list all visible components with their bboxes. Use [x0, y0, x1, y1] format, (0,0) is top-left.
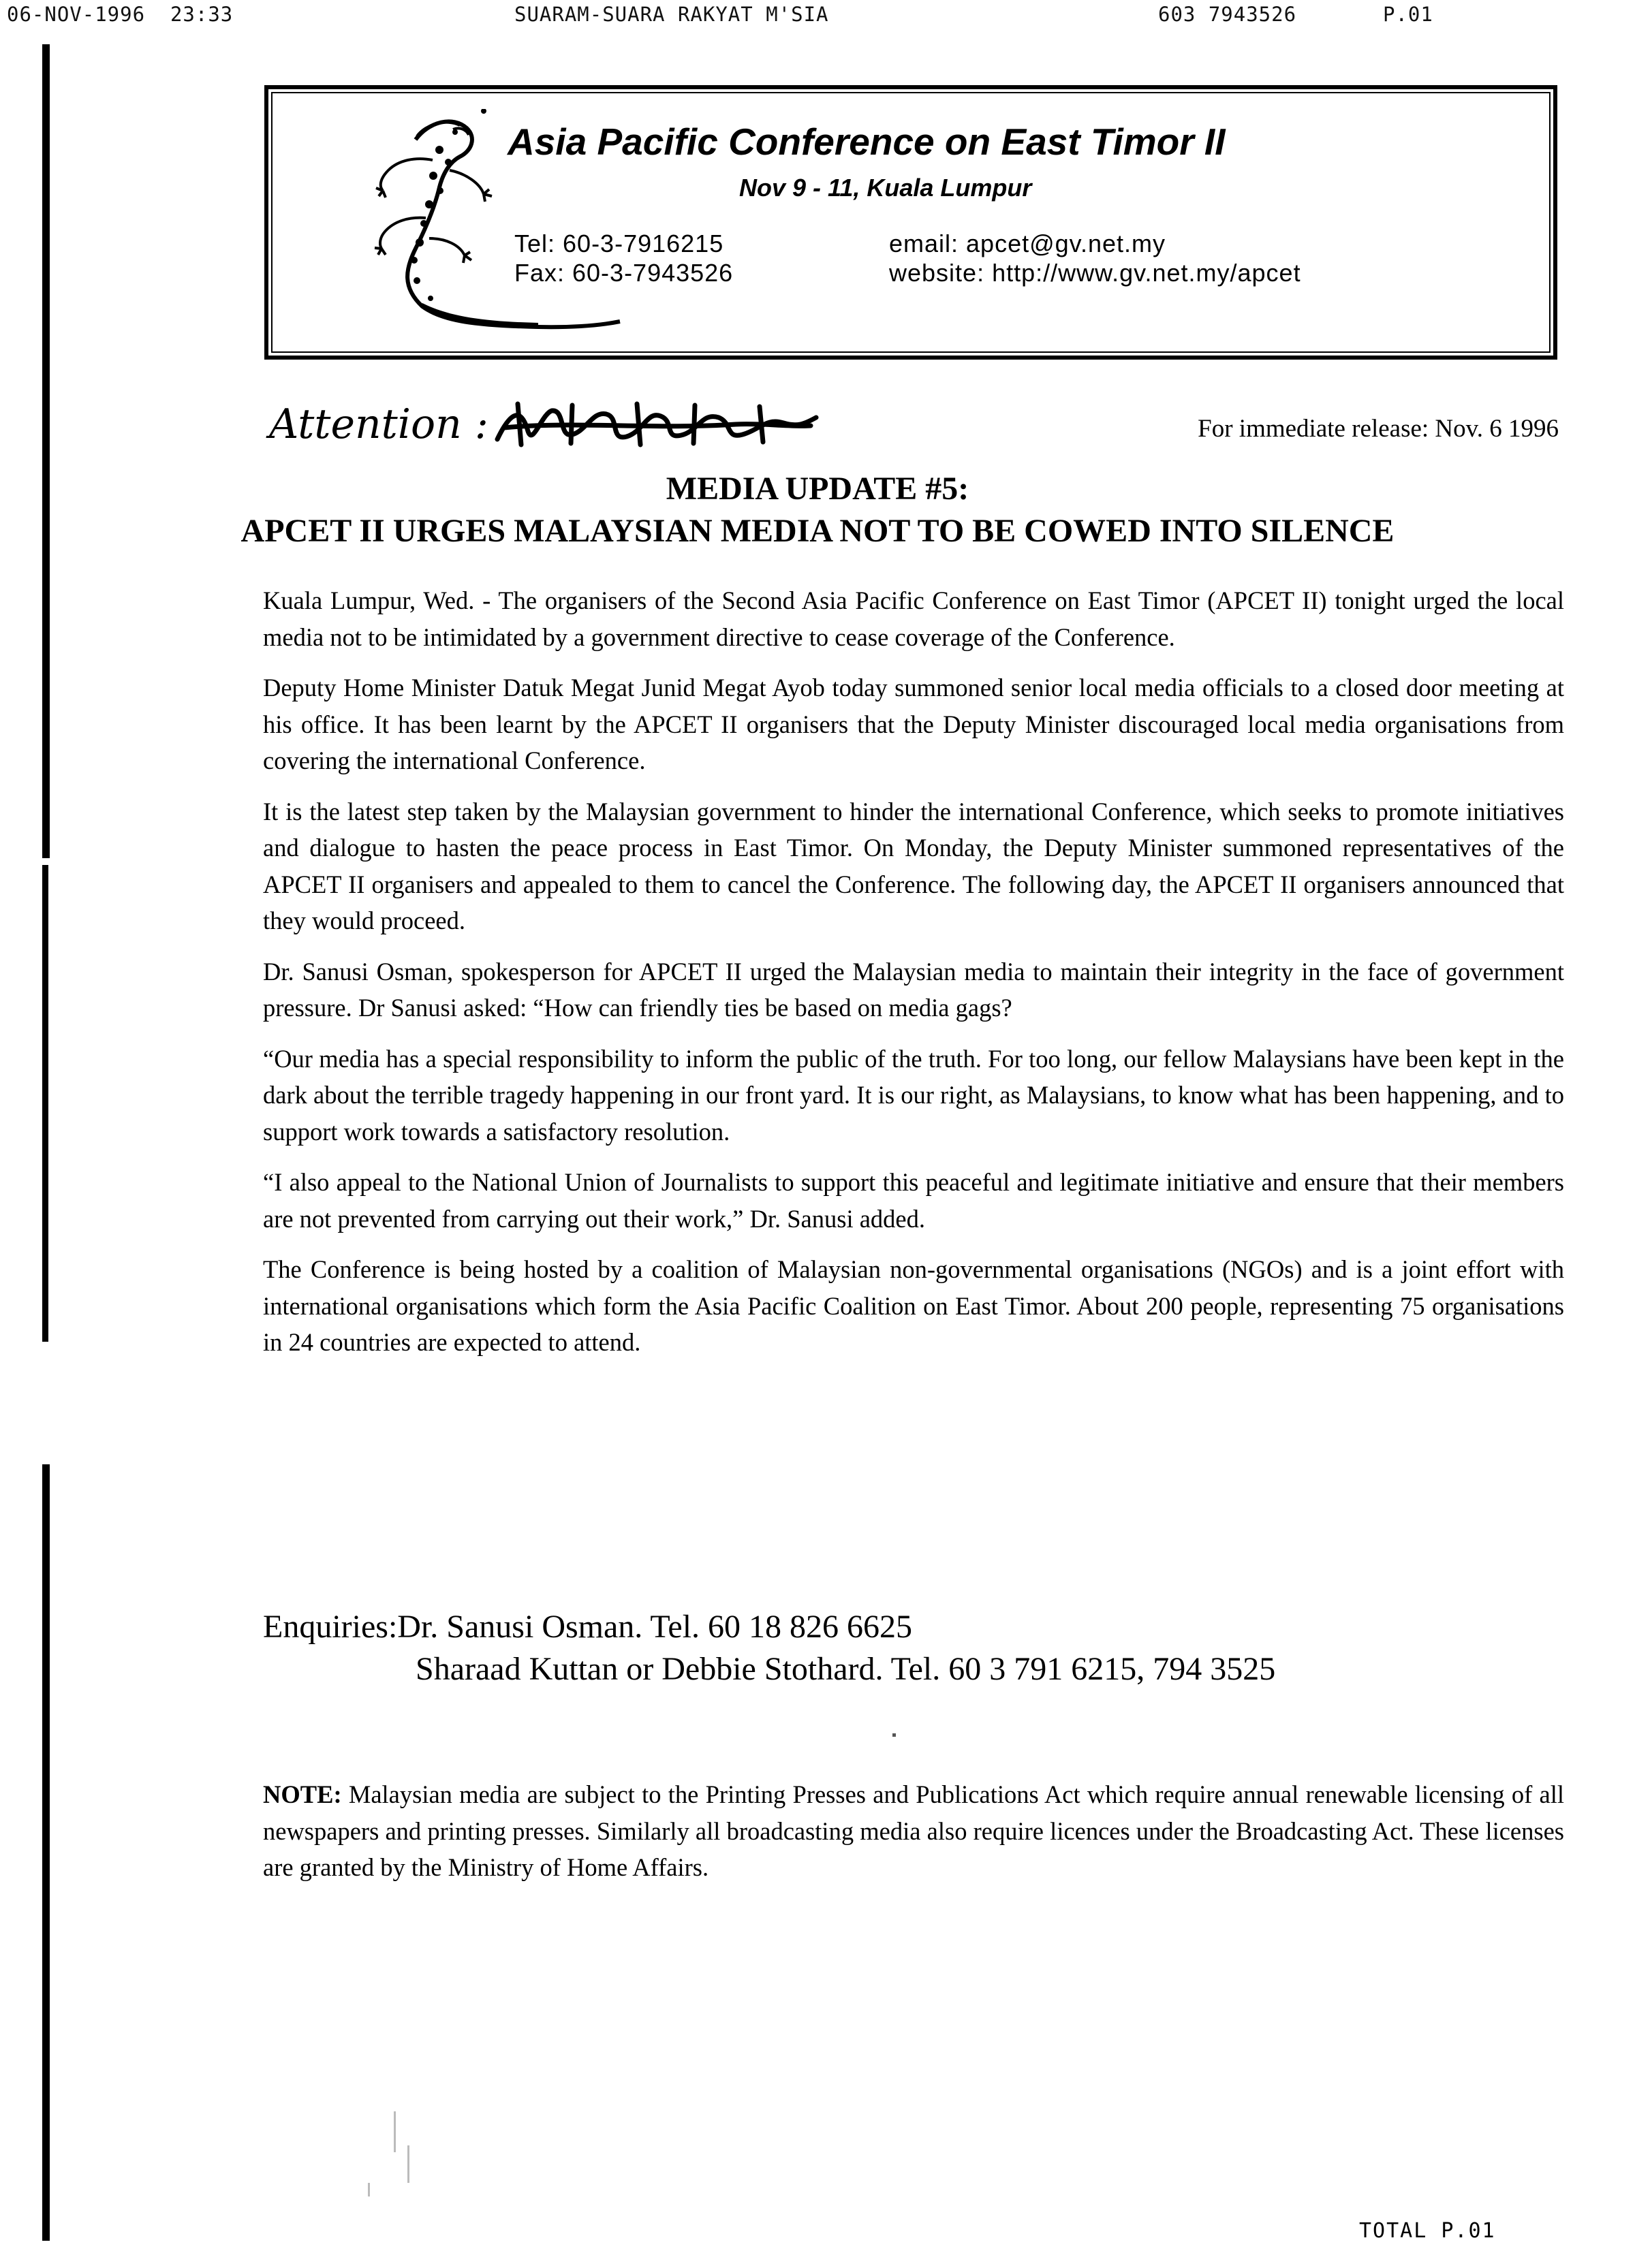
paragraph: “Our media has a special responsibility to inform the public of the truth. For too long, our fellow Malaysians have been kept in the dark about the terrible tragedy happening in our front yard. It is our right, as Malaysians, to know what has been happening, and to support work towards a satisfactory resolution. — [263, 1044, 1564, 1146]
scan-edge-mark — [42, 1464, 50, 2241]
scribbled-out-text — [490, 397, 821, 452]
fax-page-number: P.01 — [1383, 3, 1433, 26]
fax-phone: 603 7943526 — [1158, 3, 1297, 26]
scan-edge-mark — [42, 865, 48, 1342]
note-text: Malaysian media are subject to the Printing Presses and Publications Act which require annual renewable licensing of all newspapers and printing presses. Similarly all broadcasting media also require licences under the Broadcasting Act. These licenses are granted by the Ministry of Home Affairs. — [263, 1780, 1564, 1881]
contact-email: email: apcet@gv.net.my — [889, 230, 1166, 257]
paragraph: Kuala Lumpur, Wed. - The organisers of the Second Asia Pacific Conference on East Timor (APCET II) tonight urged the local media not to be intimidated by a government directive to cease coverage of the Conference. — [263, 586, 1564, 651]
contact-fax: Fax: 60-3-7943526 — [514, 259, 734, 287]
paragraph: Deputy Home Minister Datuk Megat Junid Megat Ayob today summoned senior local media officials to a closed door meeting at his office. It has been learnt by the APCET II organisers that the Deputy Minister discouraged local media organisations from covering the international Conference. — [263, 674, 1564, 774]
enquiries-block — [263, 1606, 1275, 1690]
paragraph: “I also appeal to the National Union of Journalists to support this peaceful and legitimate initiative and ensure that their members are not prevented from carrying out their work,” Dr. Sanusi added. — [263, 1168, 1564, 1233]
release-date: For immediate release: Nov. 6 1996 — [1198, 415, 1559, 443]
contact-website: website: http://www.gv.net.my/apcet — [889, 259, 1301, 287]
fax-total-pages: TOTAL P.01 — [1359, 2219, 1496, 2243]
handwritten-attention: Attention : — [269, 400, 489, 448]
scan-speck — [368, 2183, 370, 2196]
paragraph: The Conference is being hosted by a coalition of Malaysian non-governmental organisations (NGOs) and is a joint effort with international organisations which form the Asia Pacific Coalition on East Timor. About 200 people, representing 75 organisations in 24 countries are expected to attend. — [263, 1255, 1564, 1356]
headline: APCET II URGES MALAYSIAN MEDIA NOT TO BE COWED INTO SILENCE — [240, 513, 1395, 549]
note-label: NOTE: — [263, 1780, 342, 1808]
scan-edge-mark — [42, 44, 50, 858]
note-block — [263, 1776, 1564, 1886]
scan-speck — [394, 2111, 396, 2152]
fax-header — [0, 3, 1635, 30]
fax-date-time: 06-NOV-1996 23:33 — [7, 3, 234, 26]
media-update-heading: MEDIA UPDATE #5: — [666, 471, 969, 507]
conference-dates-location: Nov 9 - 11, Kuala Lumpur — [739, 174, 1032, 202]
fax-sender: SUARAM-SUARA RAKYAT M'SIA — [514, 3, 829, 26]
scan-speck — [407, 2145, 409, 2183]
press-release-body — [263, 582, 1564, 1375]
scan-speck — [892, 1733, 896, 1737]
paragraph: It is the latest step taken by the Malaysian government to hinder the international Conference, which seeks to promote initiatives and dialogue to hasten the peace process in East Timor. On Monday, the Deputy Minister summoned representatives of the APCET II organisers and appealed to them to cancel the Conference. The following day, the APCET II organisers announced that they would proceed. — [263, 797, 1564, 934]
conference-title: Asia Pacific Conference on East Timor II — [508, 121, 1226, 163]
paragraph: Dr. Sanusi Osman, spokesperson for APCET II urged the Malaysian media to maintain their integrity in the face of government pressure. Dr Sanusi asked: “How can friendly ties be based on media gags? — [263, 957, 1564, 1022]
enquiries-line-1: Enquiries:Dr. Sanusi Osman. Tel. 60 18 826 6625 — [263, 1609, 913, 1645]
contact-telephone: Tel: 60-3-7916215 — [514, 230, 724, 257]
enquiries-line-2: Sharaad Kuttan or Debbie Stothard. Tel. 60 3 791 6215, 794 3525 — [416, 1651, 1276, 1687]
